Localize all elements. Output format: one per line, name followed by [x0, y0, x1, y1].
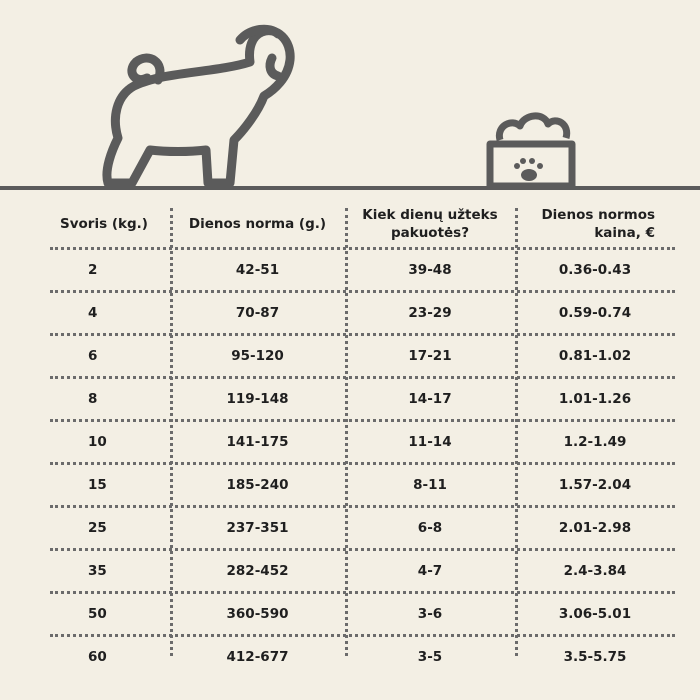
weight-cell: 2	[88, 261, 98, 278]
weight-cell: 4	[88, 304, 98, 321]
days-cell: 4-7	[417, 562, 443, 579]
cost-cell: 0.59-0.74	[558, 304, 632, 321]
days-cell: 3-6	[417, 605, 443, 622]
daily-norm-cell: 412-677	[226, 648, 289, 665]
pug-dog-icon	[107, 29, 290, 183]
table-row	[50, 377, 675, 420]
cost-cell: 1.2-1.49	[563, 433, 627, 450]
weight-cell: 6	[88, 347, 98, 364]
header-daily-cost: Dienos normos kaina, €	[541, 207, 655, 241]
cost-cell: 2.01-2.98	[558, 519, 632, 536]
daily-norm-cell: 70-87	[235, 304, 280, 321]
days-cell: 6-8	[417, 519, 443, 536]
header-daily-norm: Dienos norma (g.)	[188, 216, 327, 232]
table-row	[50, 463, 675, 506]
header-illustration	[0, 0, 700, 200]
table-header-row	[50, 200, 675, 248]
daily-norm-cell: 141-175	[226, 433, 289, 450]
ground-line	[0, 186, 700, 190]
daily-norm-cell: 282-452	[226, 562, 289, 579]
table-row	[50, 334, 675, 377]
table-row	[50, 291, 675, 334]
days-cell: 14-17	[408, 390, 452, 407]
days-cell: 23-29	[408, 304, 452, 321]
days-cell: 3-5	[417, 648, 443, 665]
table-row	[50, 635, 675, 678]
paw-print-icon	[514, 158, 543, 181]
cost-cell: 0.81-1.02	[558, 347, 632, 364]
table-row	[50, 248, 675, 291]
weight-cell: 25	[88, 519, 107, 536]
table-row	[50, 592, 675, 635]
daily-norm-cell: 119-148	[226, 390, 289, 407]
weight-cell: 35	[88, 562, 107, 579]
days-cell: 17-21	[408, 347, 452, 364]
weight-cell: 60	[88, 648, 107, 665]
header-days-per-pack: Kiek dienų užteks pakuotės?	[362, 207, 498, 241]
cost-cell: 1.57-2.04	[558, 476, 632, 493]
cost-cell: 0.36-0.43	[558, 261, 632, 278]
header-weight: Svoris (kg.)	[60, 216, 148, 232]
weight-cell: 8	[88, 390, 98, 407]
cost-cell: 3.06-5.01	[558, 605, 632, 622]
daily-norm-cell: 185-240	[226, 476, 289, 493]
weight-cell: 50	[88, 605, 107, 622]
cost-cell: 1.01-1.26	[558, 390, 632, 407]
weight-cell: 15	[88, 476, 107, 493]
cost-cell: 3.5-5.75	[563, 648, 627, 665]
daily-norm-cell: 237-351	[226, 519, 289, 536]
days-cell: 11-14	[408, 433, 452, 450]
daily-norm-cell: 42-51	[235, 261, 280, 278]
daily-norm-cell: 95-120	[231, 347, 284, 364]
feeding-table	[50, 200, 675, 678]
cost-cell: 2.4-3.84	[563, 562, 627, 579]
days-cell: 39-48	[408, 261, 452, 278]
table-row	[50, 549, 675, 592]
weight-cell: 10	[88, 433, 107, 450]
days-cell: 8-11	[413, 476, 447, 493]
table-row	[50, 506, 675, 549]
table-row	[50, 420, 675, 463]
daily-norm-cell: 360-590	[226, 605, 289, 622]
